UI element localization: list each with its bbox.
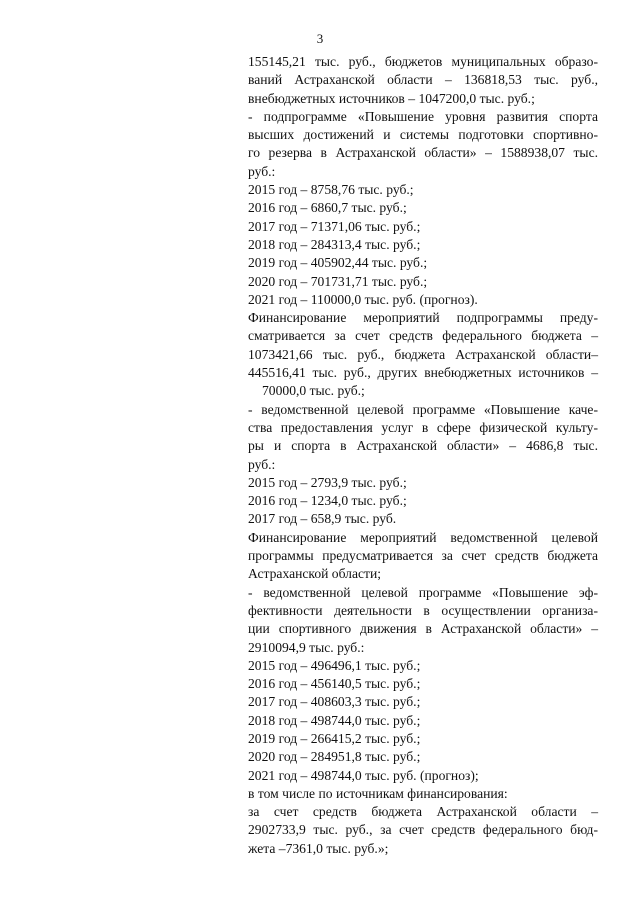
text-line: - ведомственной целевой программе «Повышение эф- (248, 584, 598, 600)
text-line: 1073421,66 тыс. руб., бюджета Астраханской области– (248, 346, 598, 362)
page-number: 3 (316, 31, 324, 46)
text-line: руб.: (248, 456, 276, 472)
text-line: - ведомственной целевой программе «Повышение каче- (248, 401, 598, 417)
text-line: ры и спорта в Астраханской области» – 4686,8 тыс. (248, 438, 598, 454)
text-line: внебюджетных источников – 1047200,0 тыс. руб.; (248, 90, 535, 106)
text-line: Финансирование мероприятий ведомственной целевой (248, 529, 598, 545)
text-line: го резерва в Астраханской области» – 1588938,07 тыс. (248, 145, 598, 161)
text-line: 2019 год – 405902,44 тыс. руб.; (248, 255, 428, 271)
text-line: 2018 год – 498744,0 тыс. руб.; (248, 712, 421, 728)
text-line: 2021 год – 110000,0 тыс. руб. (прогноз). (248, 291, 478, 307)
text-line: в том числе по источникам финансирования: (248, 785, 508, 801)
text-line: 2021 год – 498744,0 тыс. руб. (прогноз); (248, 767, 479, 783)
text-line: 2016 год – 6860,7 тыс. руб.; (248, 200, 407, 216)
text-line: 445516,41 тыс. руб., других внебюджетных источников – (248, 365, 598, 381)
text-line: высших достижений и системы подготовки спортивно- (248, 127, 598, 143)
text-line: 2018 год – 284313,4 тыс. руб.; (248, 236, 421, 252)
document-body (248, 53, 598, 858)
text-line: ции спортивного движения в Астраханской области» – (248, 621, 598, 637)
text-line: - подпрограмме «Повышение уровня развития спорта (248, 108, 598, 124)
text-line: сматривается за счет средств федерального бюджета – (248, 328, 598, 344)
text-line: 2910094,9 тыс. руб.: (248, 639, 365, 655)
text-line: 2902733,9 тыс. руб., за счет средств федерального бюд- (248, 822, 598, 838)
text-line: фективности деятельности в осуществлении организа- (248, 602, 598, 618)
text-line: Астраханской области; (248, 566, 382, 582)
text-line: Финансирование мероприятий подпрограммы преду- (248, 310, 598, 326)
text-line: 2019 год – 266415,2 тыс. руб.; (248, 730, 421, 746)
text-line: ства предоставления услуг в сфере физической культу- (248, 419, 598, 435)
text-line: за счет средств бюджета Астраханской области – (248, 804, 598, 820)
text-line: программы предусматривается за счет средств бюджета (248, 548, 598, 564)
text-line: 2016 год – 1234,0 тыс. руб.; (248, 493, 407, 509)
text-line: 2017 год – 408603,3 тыс. руб.; (248, 694, 421, 710)
text-line: 70000,0 тыс. руб.; (262, 383, 365, 399)
text-line: ваний Астраханской области – 136818,53 тыс. руб., (248, 72, 598, 88)
text-line: 2015 год – 496496,1 тыс. руб.; (248, 657, 421, 673)
text-line: руб.: (248, 163, 276, 179)
text-line: 2020 год – 701731,71 тыс. руб.; (248, 273, 428, 289)
text-line: 155145,21 тыс. руб., бюджетов муниципальных образо- (248, 54, 598, 69)
text-line: 2015 год – 2793,9 тыс. руб.; (248, 474, 407, 490)
text-line: 2017 год – 71371,06 тыс. руб.; (248, 218, 421, 234)
text-line: 2017 год – 658,9 тыс. руб. (248, 511, 397, 527)
text-line: 2020 год – 284951,8 тыс. руб.; (248, 749, 421, 765)
text-line: жета –7361,0 тыс. руб.»; (248, 840, 389, 856)
text-line: 2016 год – 456140,5 тыс. руб.; (248, 676, 421, 692)
text-line: 2015 год – 8758,76 тыс. руб.; (248, 182, 414, 198)
